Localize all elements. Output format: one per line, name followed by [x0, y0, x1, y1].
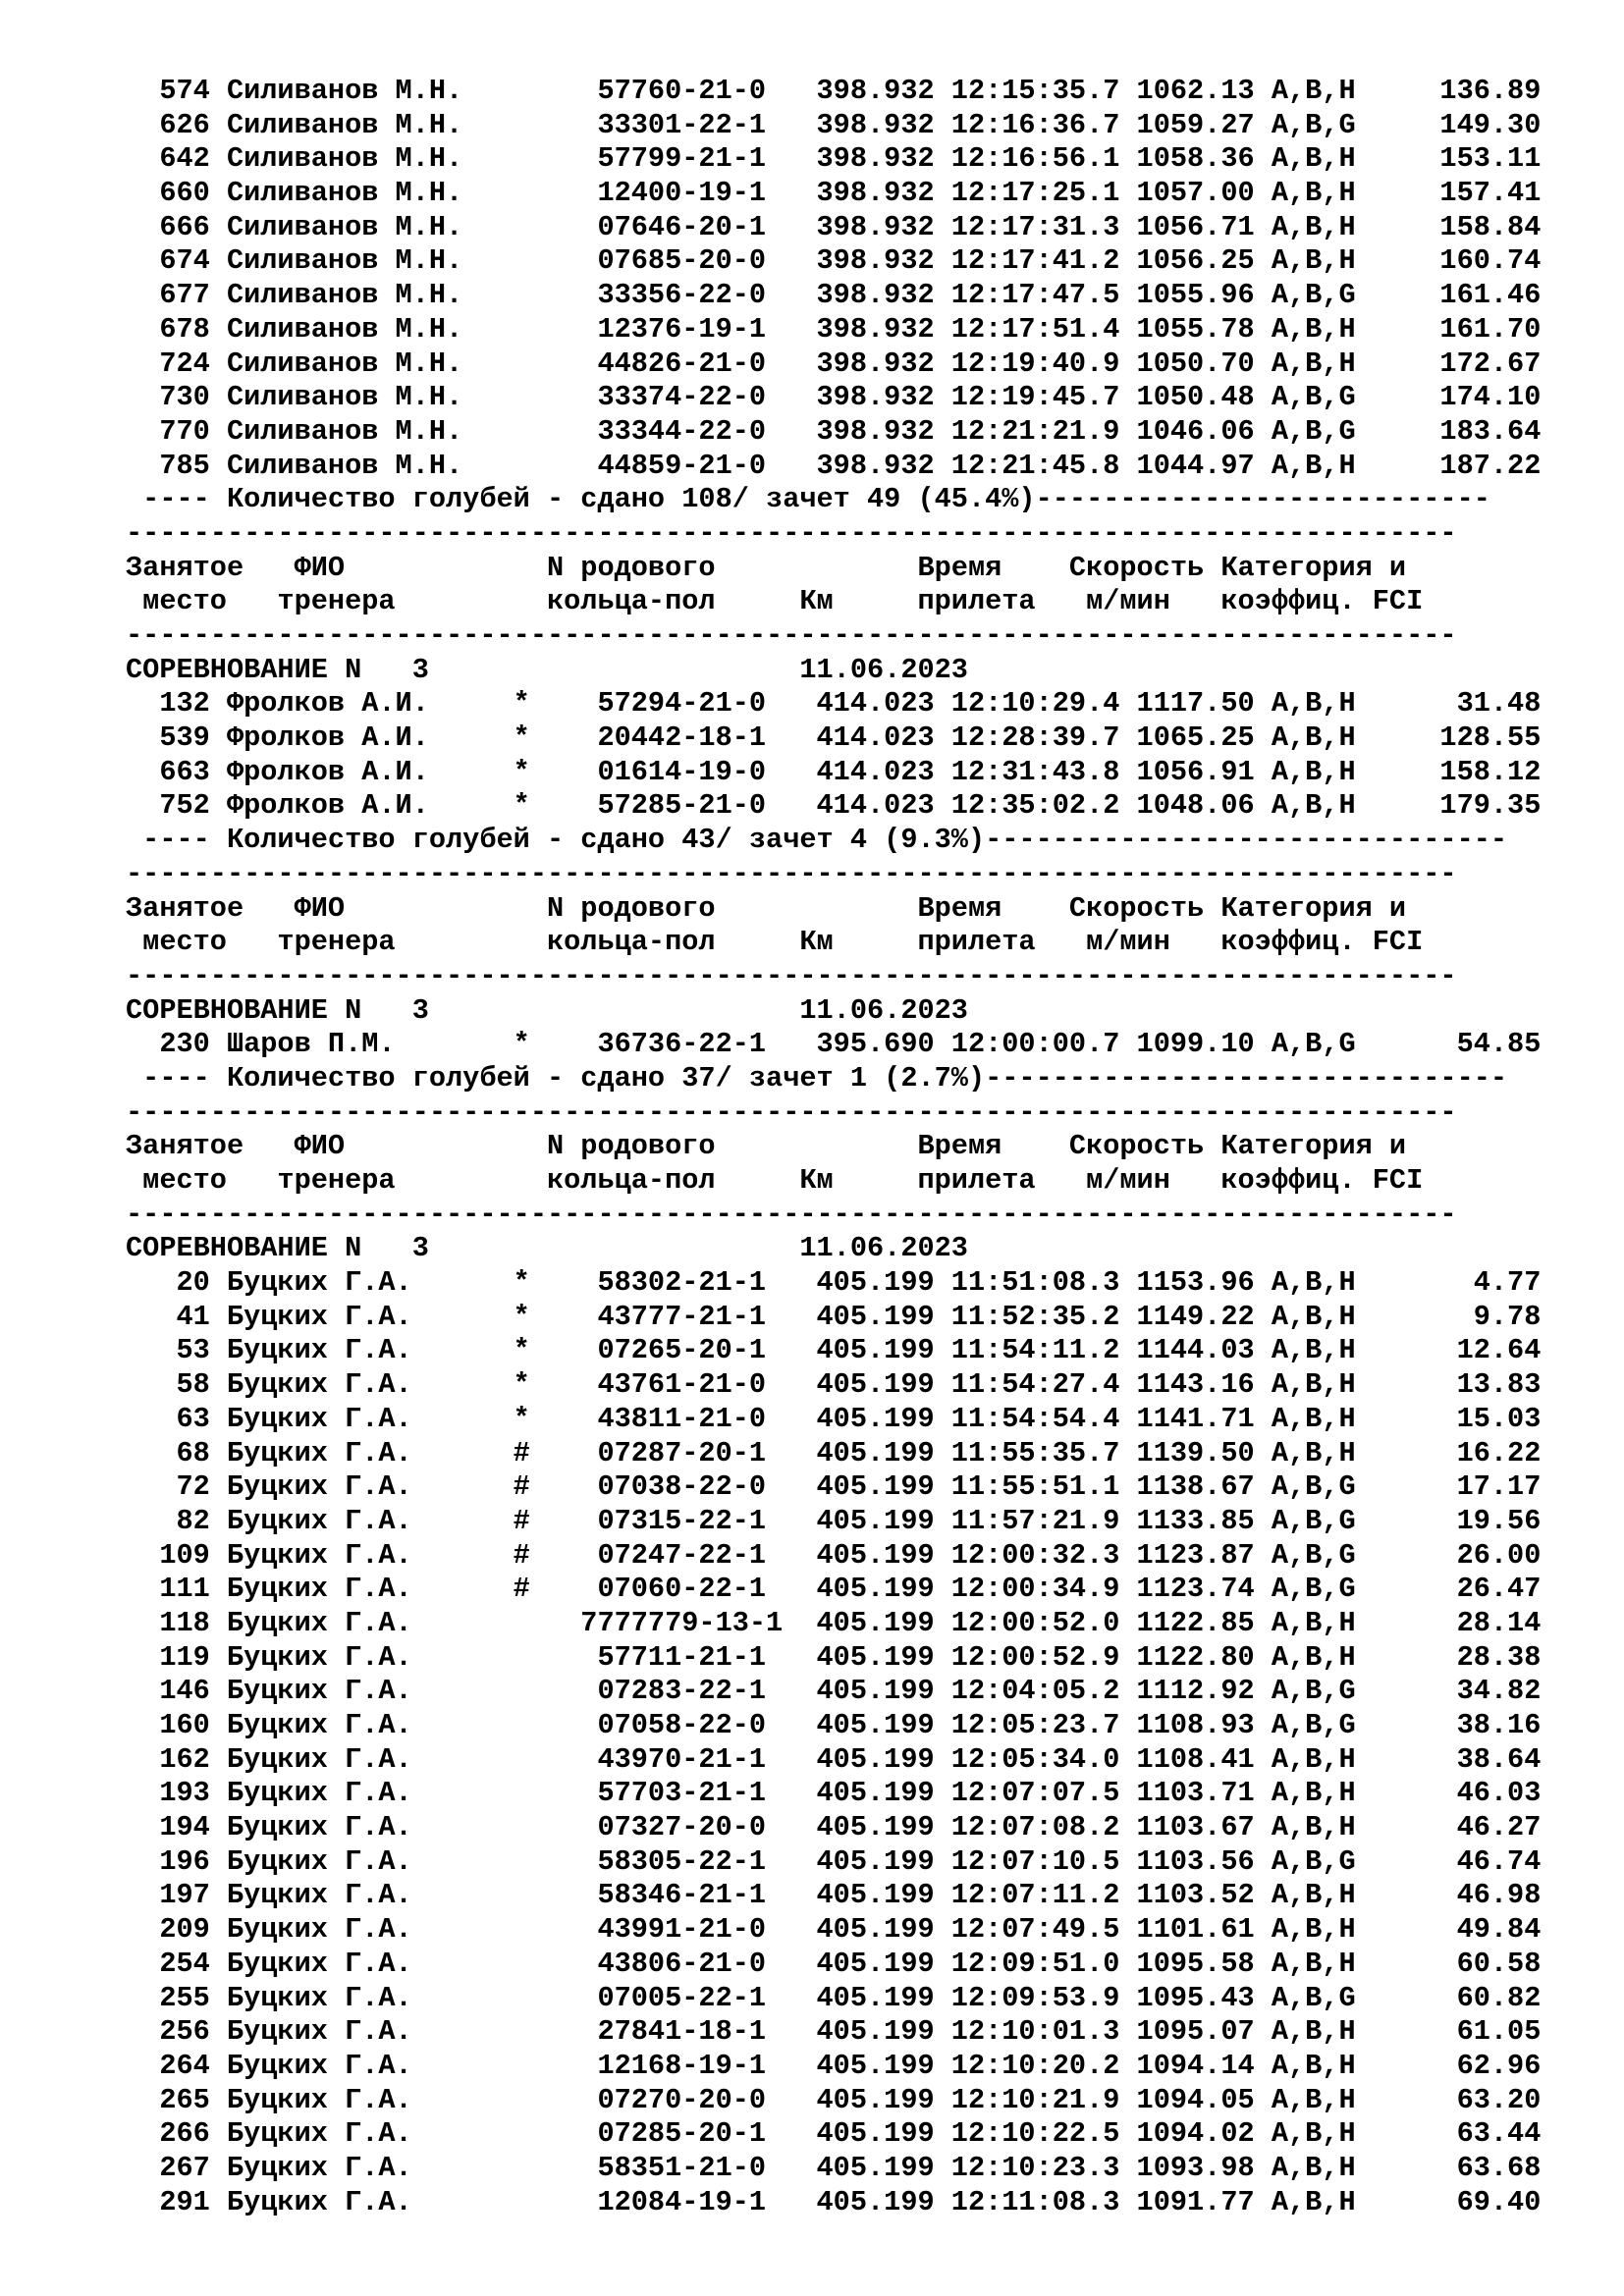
- result-row: 265 Буцких Г.А. 07270-20-0 405.199 12:10:21.9 1094.05 A,B,H 63.20: [126, 2083, 1542, 2116]
- result-row: 194 Буцких Г.А. 07327-20-0 405.199 12:07:08.2 1103.67 A,B,H 46.27: [126, 1811, 1542, 1844]
- competition-heading: СОРЕВНОВАНИЕ N 3 11.06.2023: [126, 653, 968, 686]
- result-row: 72 Буцких Г.А. # 07038-22-0 405.199 11:55:51.1 1138.67 A,B,G 17.17: [126, 1470, 1542, 1504]
- result-row: 663 Фролков А.И. * 01614-19-0 414.023 12:31:43.8 1056.91 A,B,H 158.12: [126, 755, 1542, 788]
- result-row: 132 Фролков А.И. * 57294-21-0 414.023 12:10:29.4 1117.50 A,B,H 31.48: [126, 687, 1542, 721]
- result-row: 666 Силиванов М.Н. 07646-20-1 398.932 12:17:31.3 1056.71 A,B,H 158.84: [126, 210, 1542, 243]
- rule-line: -------------------------------------------------------------------------------: [126, 1198, 1457, 1231]
- result-row: 574 Силиванов М.Н. 57760-21-0 398.932 12:15:35.7 1062.13 A,B,H 136.89: [126, 75, 1542, 107]
- column-header-line: Занятое ФИО N родового Время Скорость Категория и: [126, 1130, 1407, 1163]
- result-row: 674 Силиванов М.Н. 07685-20-0 398.932 12:17:41.2 1056.25 A,B,H 160.74: [126, 244, 1542, 278]
- result-row: 785 Силиванов М.Н. 44859-21-0 398.932 12:21:45.8 1044.97 A,B,H 187.22: [126, 449, 1542, 482]
- result-row: 118 Буцких Г.А. 7777779-13-1 405.199 12:00:52.0 1122.85 A,B,H 28.14: [126, 1606, 1542, 1639]
- results-printout: [126, 75, 1598, 2219]
- result-row: 752 Фролков А.И. * 57285-21-0 414.023 12:35:02.2 1048.06 A,B,H 179.35: [126, 789, 1542, 823]
- result-row: 724 Силиванов М.Н. 44826-21-0 398.932 12:19:40.9 1050.70 A,B,H 172.67: [126, 347, 1542, 380]
- result-row: 162 Буцких Г.А. 43970-21-1 405.199 12:05:34.0 1108.41 A,B,H 38.64: [126, 1742, 1542, 1776]
- result-row: 58 Буцких Г.А. * 43761-21-0 405.199 11:54:27.4 1143.16 A,B,H 13.83: [126, 1368, 1542, 1402]
- column-header-line: Занятое ФИО N родового Время Скорость Категория и: [126, 551, 1407, 584]
- result-row: 193 Буцких Г.А. 57703-21-1 405.199 12:07:07.5 1103.71 A,B,H 46.03: [126, 1777, 1542, 1810]
- result-row: 264 Буцких Г.А. 12168-19-1 405.199 12:10:20.2 1094.14 A,B,H 62.96: [126, 2049, 1542, 2082]
- result-row: 119 Буцких Г.А. 57711-21-1 405.199 12:00:52.9 1122.80 A,B,H 28.38: [126, 1640, 1542, 1674]
- result-row: 111 Буцких Г.А. # 07060-22-1 405.199 12:00:34.9 1123.74 A,B,G 26.47: [126, 1573, 1542, 1606]
- result-row: 730 Силиванов М.Н. 33374-22-0 398.932 12:19:45.7 1050.48 A,B,G 174.10: [126, 381, 1542, 414]
- rule-line: -------------------------------------------------------------------------------: [126, 516, 1457, 550]
- result-row: 20 Буцких Г.А. * 58302-21-1 405.199 11:51:08.3 1153.96 A,B,H 4.77: [126, 1266, 1542, 1300]
- result-row: 626 Силиванов М.Н. 33301-22-1 398.932 12:16:36.7 1059.27 A,B,G 149.30: [126, 108, 1542, 141]
- result-row: 539 Фролков А.И. * 20442-18-1 414.023 12:28:39.7 1065.25 A,B,H 128.55: [126, 721, 1542, 755]
- result-row: 82 Буцких Г.А. # 07315-22-1 405.199 11:57:21.9 1133.85 A,B,G 19.56: [126, 1504, 1542, 1537]
- result-row: 53 Буцких Г.А. * 07265-20-1 405.199 11:54:11.2 1144.03 A,B,H 12.64: [126, 1334, 1542, 1367]
- rule-line: -------------------------------------------------------------------------------: [126, 1095, 1457, 1129]
- result-row: 770 Силиванов М.Н. 33344-22-0 398.932 12:21:21.9 1046.06 A,B,G 183.64: [126, 414, 1542, 448]
- result-row: 267 Буцких Г.А. 58351-21-0 405.199 12:10:23.3 1093.98 A,B,H 63.68: [126, 2151, 1542, 2184]
- column-header-line: место тренера кольца-пол Км прилета м/мин коэффиц. FCI: [126, 585, 1424, 618]
- result-row: 677 Силиванов М.Н. 33356-22-0 398.932 12:17:47.5 1055.96 A,B,G 161.46: [126, 279, 1542, 312]
- result-row: 291 Буцких Г.А. 12084-19-1 405.199 12:11:08.3 1091.77 A,B,H 69.40: [126, 2185, 1542, 2218]
- result-row: 230 Шаров П.М. * 36736-22-1 395.690 12:00:00.7 1099.10 A,B,G 54.85: [126, 1028, 1542, 1061]
- rule-line: -------------------------------------------------------------------------------: [126, 857, 1457, 890]
- column-header-line: место тренера кольца-пол Км прилета м/мин коэффиц. FCI: [126, 926, 1424, 959]
- result-row: 254 Буцких Г.А. 43806-21-0 405.199 12:09:51.0 1095.58 A,B,H 60.58: [126, 1947, 1542, 1980]
- competition-heading: СОРЕВНОВАНИЕ N 3 11.06.2023: [126, 993, 968, 1027]
- result-row: 160 Буцких Г.А. 07058-22-0 405.199 12:05:23.7 1108.93 A,B,G 38.16: [126, 1709, 1542, 1741]
- result-row: 109 Буцких Г.А. # 07247-22-1 405.199 12:00:32.3 1123.87 A,B,G 26.00: [126, 1538, 1542, 1572]
- summary-line: ---- Количество голубей - сдано 37/ зачет 1 (2.7%)-------------------------------: [126, 1061, 1508, 1095]
- summary-line: ---- Количество голубей - сдано 108/ зачет 49 (45.4%)---------------------------: [126, 483, 1490, 516]
- result-row: 41 Буцких Г.А. * 43777-21-1 405.199 11:52:35.2 1149.22 A,B,H 9.78: [126, 1300, 1542, 1333]
- result-row: 63 Буцких Г.А. * 43811-21-0 405.199 11:54:54.4 1141.71 A,B,H 15.03: [126, 1402, 1542, 1435]
- result-row: 196 Буцких Г.А. 58305-22-1 405.199 12:07:10.5 1103.56 A,B,G 46.74: [126, 1844, 1542, 1878]
- result-row: 266 Буцких Г.А. 07285-20-1 405.199 12:10:22.5 1094.02 A,B,H 63.44: [126, 2117, 1542, 2151]
- result-row: 660 Силиванов М.Н. 12400-19-1 398.932 12:17:25.1 1057.00 A,B,H 157.41: [126, 177, 1542, 210]
- result-row: 209 Буцких Г.А. 43991-21-0 405.199 12:07:49.5 1101.61 A,B,H 49.84: [126, 1913, 1542, 1947]
- column-header-line: Занятое ФИО N родового Время Скорость Категория и: [126, 891, 1407, 925]
- result-row: 642 Силиванов М.Н. 57799-21-1 398.932 12:16:56.1 1058.36 A,B,H 153.11: [126, 142, 1542, 176]
- result-row: 678 Силиванов М.Н. 12376-19-1 398.932 12:17:51.4 1055.78 A,B,H 161.70: [126, 312, 1542, 346]
- column-header-line: место тренера кольца-пол Км прилета м/мин коэффиц. FCI: [126, 1164, 1424, 1197]
- summary-line: ---- Количество голубей - сдано 43/ зачет 4 (9.3%)-------------------------------: [126, 824, 1508, 857]
- rule-line: -------------------------------------------------------------------------------: [126, 959, 1457, 992]
- rule-line: -------------------------------------------------------------------------------: [126, 619, 1457, 652]
- result-row: 255 Буцких Г.А. 07005-22-1 405.199 12:09:53.9 1095.43 A,B,G 60.82: [126, 1981, 1542, 2014]
- result-row: 68 Буцких Г.А. # 07287-20-1 405.199 11:55:35.7 1139.50 A,B,H 16.22: [126, 1436, 1542, 1469]
- competition-heading: СОРЕВНОВАНИЕ N 3 11.06.2023: [126, 1232, 968, 1265]
- result-row: 146 Буцких Г.А. 07283-22-1 405.199 12:04:05.2 1112.92 A,B,G 34.82: [126, 1675, 1542, 1708]
- result-row: 256 Буцких Г.А. 27841-18-1 405.199 12:10:01.3 1095.07 A,B,H 61.05: [126, 2015, 1542, 2049]
- result-row: 197 Буцких Г.А. 58346-21-1 405.199 12:07:11.2 1103.52 A,B,H 46.98: [126, 1879, 1542, 1912]
